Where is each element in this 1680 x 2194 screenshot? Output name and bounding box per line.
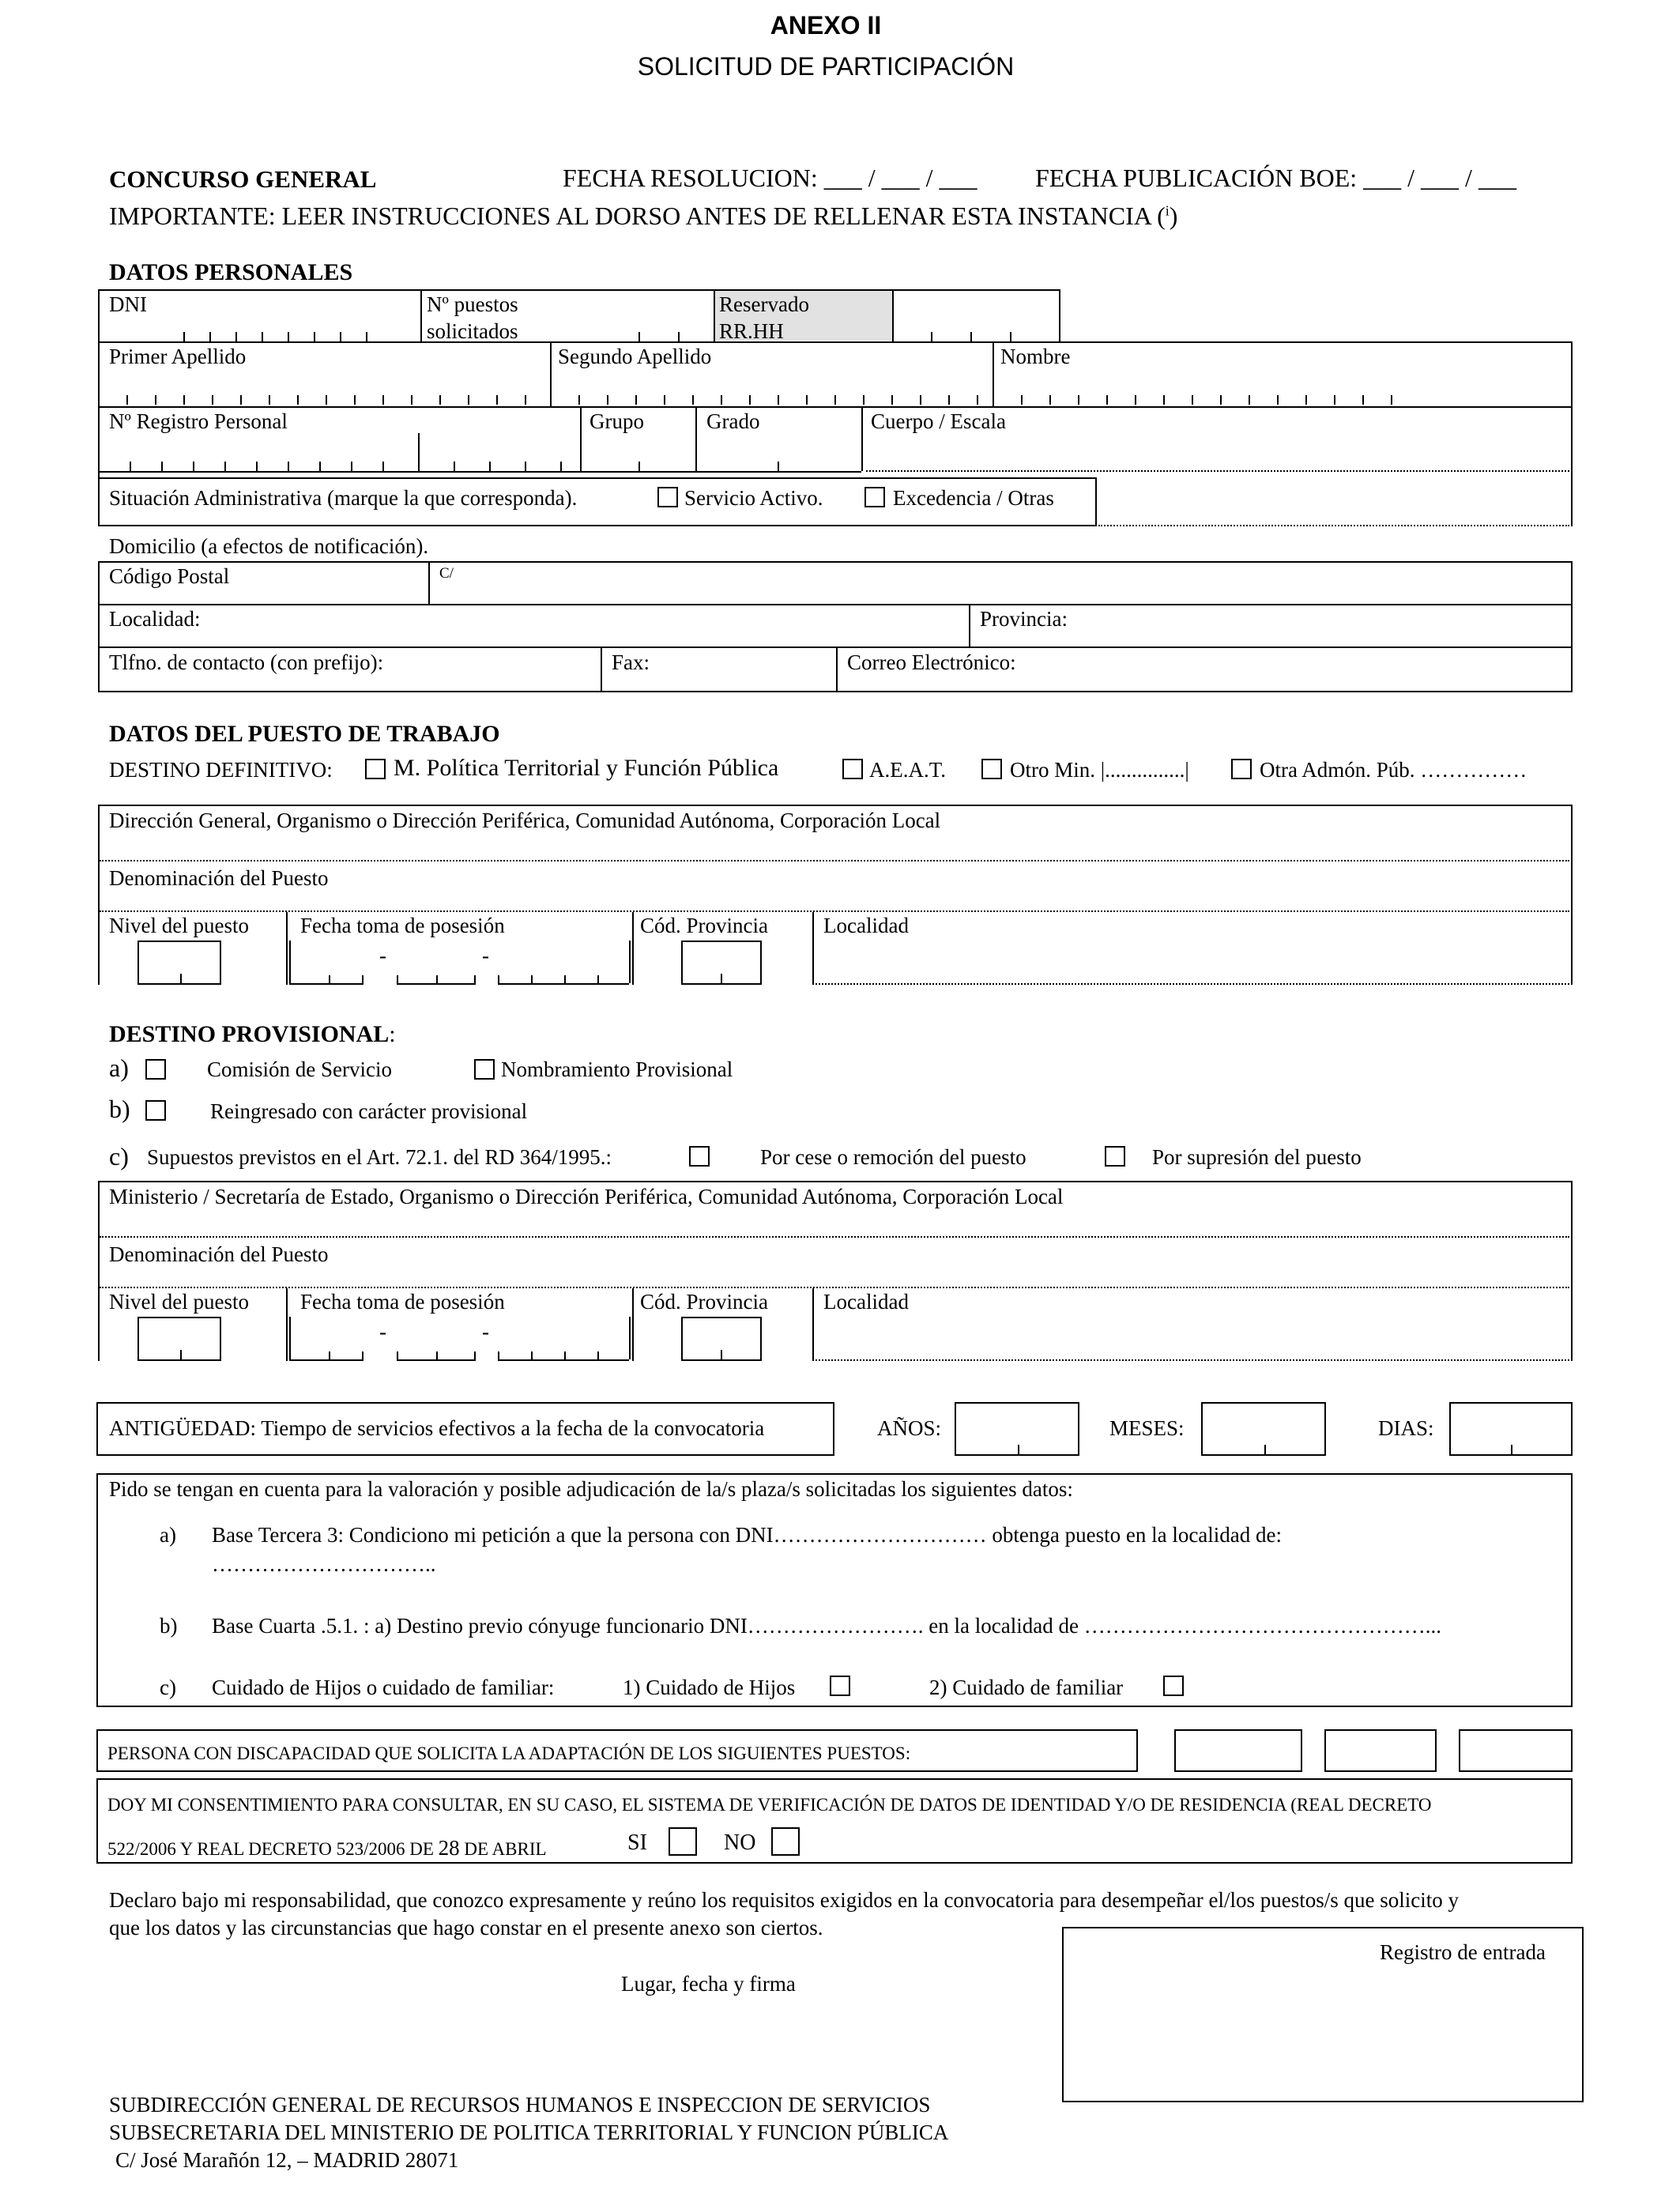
primer-apellido-label: Primer Apellido [109,345,247,368]
otro-min-label[interactable]: Otro Min. |...............| [1010,758,1189,782]
grupo-input[interactable] [580,433,695,471]
ministerio-checkbox[interactable] [365,759,386,779]
form-title: SOLICITUD DE PARTICIPACIÓN [637,52,1015,81]
aeat-checkbox[interactable] [842,759,863,779]
rule [1571,471,1573,526]
footer-line2: SUBSECRETARIA DEL MINISTERIO DE POLITICA TERRITORIAL Y FUNCION PÚBLICA [109,2120,949,2144]
reingresado-label: Reingresado con carácter provisional [210,1099,528,1123]
destino-provisional-heading: DESTINO PROVISIONAL [109,1021,390,1047]
lugar-fecha-firma-label: Lugar, fecha y firma [621,1972,796,1996]
por-cese-checkbox[interactable] [1105,1146,1125,1167]
importante-note [109,203,1177,228]
aeat-label: A.E.A.T. [869,758,946,782]
date-separator: - [482,1320,489,1344]
footer-address: C/ José Marañón 12, – MADRID 28071 [115,2148,459,2172]
cuerpo-input[interactable] [866,470,1569,472]
si-label: SI [627,1830,647,1855]
pido-box [96,1473,1573,1707]
rule [98,477,1095,479]
telefono-label: Tlfno. de contacto (con prefijo): [109,650,384,674]
dni-input[interactable] [183,330,389,341]
por-supresion-label: Por supresión del puesto [1152,1145,1362,1169]
rule [98,647,1573,648]
date-separator: - [482,944,489,967]
segundo-apellido-label: Segundo Apellido [558,345,712,368]
cuidado-hijos-checkbox[interactable] [830,1676,850,1696]
importante-close: ) [1169,202,1178,230]
fax-label: Fax: [612,650,650,674]
servicio-activo-checkbox[interactable] [657,487,678,507]
rule [98,525,1095,526]
rule [98,471,861,473]
puestos-label-1: Nº puestos [427,292,518,316]
cod-provincia-provisional-label: Cód. Provincia [640,1290,768,1314]
registro-input[interactable] [98,433,580,471]
denominacion-provisional-input[interactable] [100,1287,1569,1288]
codigo-postal-input[interactable] [101,586,425,602]
supuestos-checkbox[interactable] [689,1146,710,1167]
registro-label: Nº Registro Personal [109,409,288,433]
nivel-provisional-input[interactable] [137,1317,221,1361]
codigo-postal-label: Código Postal [109,564,230,588]
rule [1095,477,1097,526]
localidad-puesto-input[interactable] [816,983,1569,985]
ministerio-provisional-label: Ministerio / Secretaría de Estado, Organismo o Dirección Periférica, Comunidad Autónoma, Corporación Local [109,1185,1064,1208]
primer-apellido-input[interactable] [98,392,550,405]
rule [632,912,634,985]
pido-a-cont[interactable]: ………………………….. [212,1552,436,1576]
pido-a-label: a) [160,1523,176,1547]
nombre-input[interactable] [993,392,1403,405]
telefono-input[interactable] [417,650,596,688]
nombramiento-provisional-checkbox[interactable] [474,1059,495,1080]
fecha-toma-input[interactable] [289,941,631,985]
pido-c-text: Cuidado de Hijos o cuidado de familiar: [212,1676,555,1699]
declaracion-line1: Declaro bajo mi responsabilidad, que conozco expresamente y reúno los requisitos exigidos en la convocatoria para desempeñar el/los puestos/s que solicito y [109,1888,1460,1912]
rule [836,647,838,692]
discapacidad-label: PERSONA CON DISCAPACIDAD QUE SOLICITA LA ADAPTACIÓN DE LOS SIGUIENTES PUESTOS: [107,1744,911,1763]
cod-provincia-input[interactable] [681,941,762,985]
situacion-label: Situación Administrativa (marque la que corresponda). [109,486,578,510]
rule [98,341,1573,343]
anos-input[interactable] [955,1402,1079,1456]
registro-entrada-label: Registro de entrada [1380,1940,1546,1964]
consentimiento-line2 [107,1838,547,1859]
rule [969,604,970,648]
localidad-puesto-label: Localidad [823,914,909,937]
cod-provincia-provisional-input[interactable] [681,1317,762,1361]
rule [861,406,863,471]
fecha-publicacion-boe[interactable]: FECHA PUBLICACIÓN BOE: ___ / ___ / ___ [1035,164,1516,192]
consentimiento-line2-day: 28 [438,1836,460,1860]
reservado-label-1: Reservado [719,292,809,316]
localidad-provisional-label: Localidad [823,1290,909,1314]
supuestos-label: Supuestos previstos en el Art. 72.1. del RD 364/1995.: [147,1145,612,1169]
ministerio-label: M. Política Territorial y Función Pública [394,755,779,781]
date-separator: - [379,1320,386,1344]
domicilio-label: Domicilio (a efectos de notificación). [109,534,429,558]
pido-b-text[interactable]: Base Cuarta .5.1. : a) Destino previo cónyuge funcionario DNI……………………. en la localidad de …………………………………………... [212,1614,1441,1638]
date-separator: - [379,944,386,967]
rule [812,912,814,985]
destino-provisional-colon: : [389,1021,396,1047]
rule [892,289,894,341]
rule [98,471,100,526]
rule [98,805,100,985]
correo-label: Correo Electrónico: [847,650,1016,674]
rule [1571,805,1573,985]
option-c-label: c) [109,1142,129,1171]
direccion-general-label: Dirección General, Organismo o Dirección Periférica, Comunidad Autónoma, Corporación Local [109,809,941,832]
rule [420,289,422,341]
rule [286,912,288,985]
no-checkbox[interactable] [771,1827,800,1856]
meses-input[interactable] [1201,1402,1326,1456]
calle-label: C/ [439,565,454,582]
fecha-resolucion[interactable]: FECHA RESOLUCION: ___ / ___ / ___ [563,164,977,192]
antiguedad-label: ANTIGÜEDAD: Tiempo de servicios efectivos a la fecha de la convocatoria [109,1416,765,1440]
rule [98,1181,100,1361]
annex-heading: ANEXO II [770,11,882,40]
excedencia-label: Excedencia / Otras [893,486,1054,510]
grado-label: Grado [706,409,760,433]
discapacidad-puesto-3-input[interactable] [1459,1729,1573,1772]
reservado-input [931,330,1026,341]
footer-line1: SUBDIRECCIÓN GENERAL DE RECURSOS HUMANOS E INSPECCION DE SERVICIOS [109,2093,931,2117]
meses-label: MESES: [1109,1416,1185,1440]
nivel-label: Nivel del puesto [109,914,249,937]
grupo-label: Grupo [590,409,644,433]
rule [632,1288,634,1361]
rule [98,406,1573,408]
pido-intro: Pido se tengan en cuenta para la valoración y posible adjudicación de la/s plaza/s solicitadas los siguientes datos: [109,1477,1073,1501]
rule [601,647,602,692]
consentimiento-line2-c: DE ABRIL [459,1839,547,1859]
dni-label: DNI [109,292,147,316]
direccion-general-input[interactable] [100,860,1569,861]
section-datos-puesto: DATOS DEL PUESTO DE TRABAJO [109,721,500,747]
provincia-label: Provincia: [980,607,1068,631]
nivel-input[interactable] [137,941,221,985]
dias-label: DIAS: [1378,1416,1434,1440]
localidad-input[interactable] [229,607,964,643]
fecha-toma-label: Fecha toma de posesión [300,914,505,937]
cod-provincia-label: Cód. Provincia [640,914,768,937]
destino-definitivo-label: DESTINO DEFINITIVO: [109,758,333,782]
nombre-label: Nombre [1000,345,1071,368]
rule [286,1288,288,1361]
fax-input[interactable] [664,650,830,688]
concurso-label: CONCURSO GENERAL [109,165,377,193]
rule [1571,341,1573,406]
puestos-label-2: solicitados [427,319,518,343]
si-checkbox[interactable] [669,1827,697,1856]
rule [98,289,100,341]
instrucciones-ref: i [1165,202,1170,219]
rule [98,604,1573,605]
excedencia-checkbox[interactable] [864,487,885,507]
localidad-label: Localidad: [109,607,201,631]
rule [98,289,1060,291]
denominacion-label: Denominación del Puesto [109,866,329,890]
discapacidad-puesto-1-input[interactable] [1174,1729,1302,1772]
consentimiento-line1: DOY MI CONSENTIMIENTO PARA CONSULTAR, EN SU CASO, EL SISTEMA DE VERIFICACIÓN DE DATOS DE IDENTIDAD Y/O DE RESIDENCIA (REAL DECRETO [107,1795,1432,1815]
anos-label: AÑOS: [877,1416,942,1440]
no-label: NO [724,1830,756,1855]
cuidado-familiar-label: 2) Cuidado de familiar [929,1676,1124,1699]
rule [1571,406,1573,471]
calle-input[interactable] [458,564,1565,601]
section-datos-personales: DATOS PERSONALES [109,259,353,285]
rule [428,561,430,605]
importante-text: IMPORTANTE: LEER INSTRUCCIONES AL DORSO ANTES DE RELLENAR ESTA INSTANCIA ( [109,202,1166,230]
reservado-label-2: RR.HH [719,319,784,343]
pido-b-label: b) [160,1614,178,1638]
nombramiento-provisional-label: Nombramiento Provisional [501,1057,733,1081]
provincia-input[interactable] [1090,607,1565,643]
pido-a-text[interactable]: Base Tercera 3: Condiciono mi petición a que la persona con DNI………………………… obtenga puesto en la localidad de: [212,1523,1283,1547]
rule [98,1181,1573,1182]
excedencia-detail-input[interactable] [1098,525,1569,526]
segundo-apellido-input[interactable] [550,392,993,405]
option-a-label: a) [109,1054,129,1082]
localidad-provisional-input[interactable] [816,1359,1569,1361]
cuerpo-label: Cuerpo / Escala [871,409,1006,433]
declaracion-line2: que los datos y las circunstancias que hago constar en el presente anexo son ciertos. [109,1916,823,1940]
consentimiento-line2-a: 522/2006 Y REAL DECRETO 523/2006 DE [107,1839,439,1859]
rule [812,1288,814,1361]
nivel-provisional-label: Nivel del puesto [109,1290,249,1314]
pido-c-label: c) [160,1676,176,1699]
denominacion-input[interactable] [100,910,1569,912]
comision-servicio-checkbox[interactable] [145,1059,166,1080]
otro-min-checkbox[interactable] [981,759,1002,779]
denominacion-provisional-label: Denominación del Puesto [109,1242,329,1266]
rule [1571,1181,1573,1361]
correo-input[interactable] [1040,650,1566,688]
rule [1059,289,1060,341]
rule [714,289,715,341]
otra-admon-label[interactable]: Otra Admón. Púb. …………… [1260,758,1527,782]
option-b-label: b) [109,1095,130,1123]
fecha-toma-provisional-input[interactable] [289,1317,631,1361]
otra-admon-checkbox[interactable] [1231,759,1252,779]
fecha-toma-provisional-label: Fecha toma de posesión [300,1290,505,1314]
por-cese-label: Por cese o remoción del puesto [760,1145,1026,1169]
dias-input[interactable] [1449,1402,1573,1456]
ministerio-provisional-input[interactable] [100,1236,1569,1238]
rule [98,805,1573,806]
grado-input[interactable] [695,433,861,471]
comision-servicio-label: Comisión de Servicio [207,1057,392,1081]
reingresado-checkbox[interactable] [145,1100,166,1121]
cuidado-familiar-checkbox[interactable] [1163,1676,1184,1696]
discapacidad-puesto-2-input[interactable] [1324,1729,1437,1772]
puestos-input[interactable] [638,330,686,341]
cuidado-hijos-label: 1) Cuidado de Hijos [623,1676,796,1699]
servicio-activo-label: Servicio Activo. [684,486,823,510]
firma-area[interactable] [443,2000,948,2094]
section-destino-provisional [109,1023,396,1046]
